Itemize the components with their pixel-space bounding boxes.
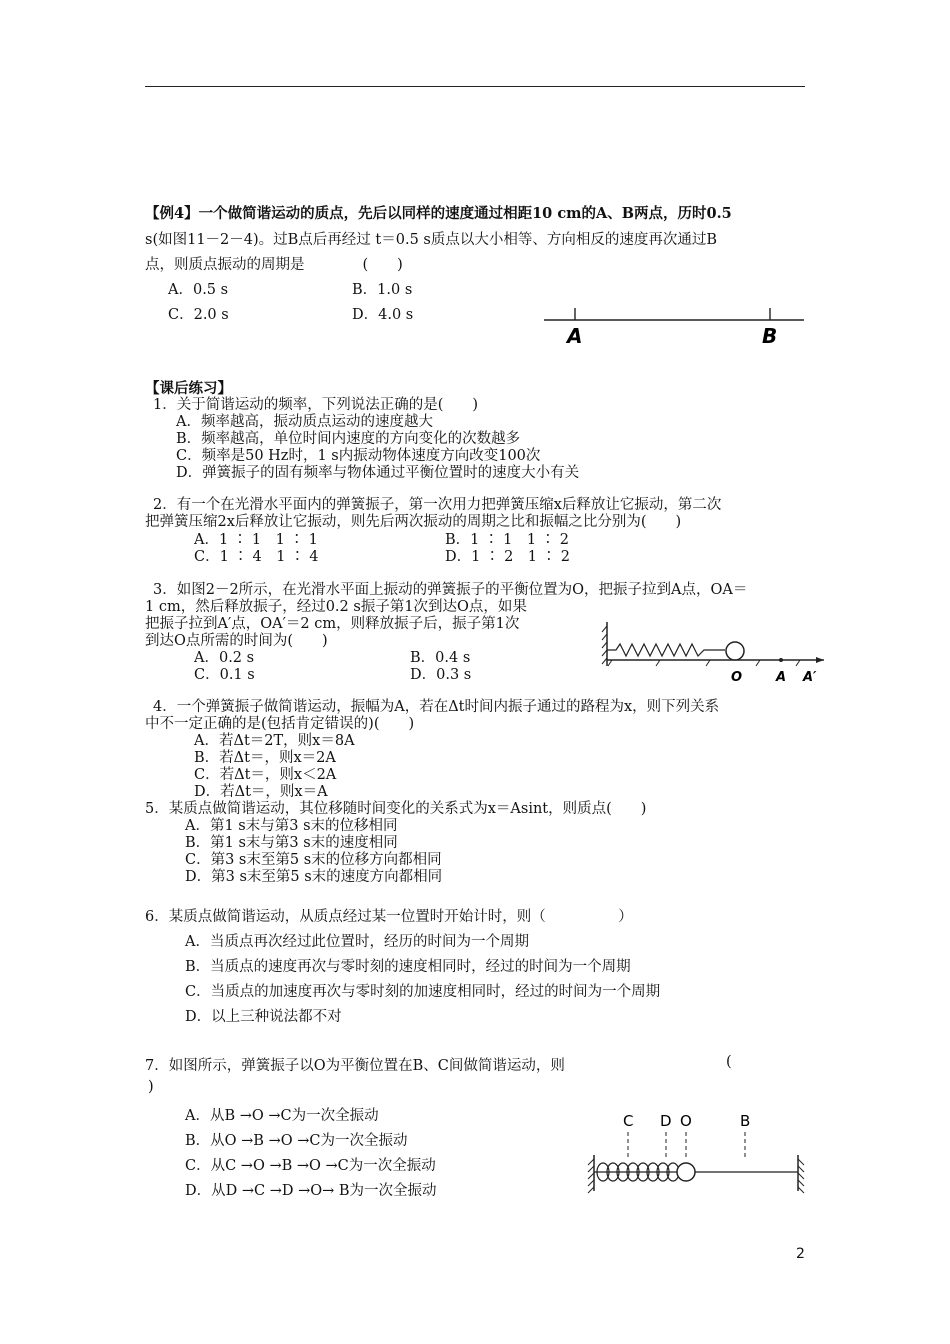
label-b: B: [762, 324, 778, 348]
q6-option-b: B．当质点的速度再次与零时刻的速度相同时，经过的时间为一个周期: [185, 959, 631, 975]
q4-option-d: D．若Δt＝，则x＝A: [194, 784, 328, 800]
q5-stem: 5．某质点做简谐运动，其位移随时间变化的关系式为x＝Asint，则质点( ): [145, 801, 647, 817]
example4-option-a: A．0.5 s: [168, 282, 229, 298]
q1-option-d: D．弹簧振子的固有频率与物体通过平衡位置时的速度大小有关: [176, 465, 580, 481]
q4-line2: 中不一定正确的是(包括肯定错误的)( ): [145, 716, 415, 732]
q3-option-d: D．0.3 s: [410, 667, 472, 683]
floor-hatch: [608, 660, 800, 666]
example4-option-b: B．1.0 s: [352, 282, 413, 298]
example4-option-c: C．2.0 s: [168, 307, 229, 323]
q2-line1: 2．有一个在光滑水平面内的弹簧振子，第一次用力把弹簧压缩x后释放让它振动，第二次: [153, 497, 722, 513]
example4-line2: s(如图11－2－4)。过B点后再经过 t＝0.5 s质点以大小相等、方向相反的速度再次通过B: [145, 232, 718, 248]
q3-line4: 到达O点所需的时间为( ): [145, 633, 328, 649]
point-a: [779, 658, 783, 662]
label-a: A: [776, 670, 787, 685]
q1-option-c: C．频率是50 Hz时，1 s内振动物体速度方向改变100次: [176, 448, 541, 464]
q7-option-c: C．从C →O →B →O →C为一次全振动: [185, 1158, 436, 1174]
exercise-header: 【课后练习】: [145, 380, 232, 397]
q5-option-d: D．第3 s末至第5 s末的速度方向都相同: [185, 869, 443, 885]
label-a: A: [567, 324, 583, 348]
label-b: B: [740, 1112, 751, 1130]
label-o: O: [680, 1112, 692, 1130]
q2-option-c: C．1 ∶ 4 1 ∶ 4: [194, 549, 319, 565]
q1-option-b: B．频率越高，单位时间内速度的方向变化的次数越多: [176, 431, 521, 447]
example4-line3: 点，则质点振动的周期是 ( ): [145, 257, 403, 273]
q6-stem: 6．某质点做简谐运动，从质点经过某一位置时开始计时，则（ ）: [145, 909, 633, 925]
q3-line1: 3．如图2－2所示，在光滑水平面上振动的弹簧振子的平衡位置为O，把振子拉到A点，OA＝: [153, 582, 748, 598]
q7-option-d: D．从D →C →D →O→ B为一次全振动: [185, 1183, 437, 1199]
q3-option-b: B．0.4 s: [410, 650, 471, 666]
q7-paren-close: ): [148, 1079, 154, 1095]
example4-line1: 【例4】一个做简谐运动的质点，先后以同样的速度通过相距10 cm的A、B两点，历时0.5: [145, 205, 732, 222]
q4-option-a: A．若Δt＝2T，则x＝8A: [194, 733, 355, 749]
q7-line1: 7．如图所示，弹簧振子以O为平衡位置在B、C间做简谐运动，则: [145, 1058, 565, 1074]
q6-option-c: C．当质点的加速度再次与零时刻的加速度相同时，经过的时间为一个周期: [185, 984, 661, 1000]
q3-option-a: A．0.2 s: [194, 650, 255, 666]
q4-option-c: C．若Δt＝，则x＜2A: [194, 767, 337, 783]
label-d: D: [660, 1112, 672, 1130]
left-wall-hatch: [588, 1159, 594, 1193]
q1-option-a: A．频率越高，振动质点运动的速度越大: [176, 414, 433, 430]
q5-option-a: A．第1 s末与第3 s末的位移相同: [185, 818, 398, 834]
q4-option-b: B．若Δt＝，则x＝2A: [194, 750, 336, 766]
label-a-prime: A′: [803, 670, 817, 685]
q2-option-b: B．1 ∶ 1 1 ∶ 2: [445, 532, 569, 548]
q3-line2: 1 cm，然后释放振子，经过0.2 s振子第1次到达O点，如果: [145, 599, 527, 615]
q2-option-a: A．1 ∶ 1 1 ∶ 1: [194, 532, 318, 548]
example4-option-d: D．4.0 s: [352, 307, 414, 323]
q7-figure: [580, 1105, 812, 1200]
q1-stem: 1．关于简谐运动的频率，下列说法正确的是( ): [153, 397, 479, 413]
spring: [607, 644, 725, 656]
q3-figure: [600, 618, 830, 688]
oscillator-ball: [677, 1163, 695, 1181]
header-rule: [145, 86, 805, 87]
q7-option-b: B．从O →B →O →C为一次全振动: [185, 1133, 408, 1149]
label-o: O: [731, 670, 743, 685]
page-number: 2: [796, 1246, 805, 1262]
q7-option-a: A．从B →O →C为一次全振动: [185, 1108, 379, 1124]
q2-line2: 把弹簧压缩2x后释放让它振动，则先后两次振动的周期之比和振幅之比分别为( ): [145, 514, 682, 530]
right-wall-hatch: [798, 1159, 804, 1193]
q4-line1: 4．一个弹簧振子做简谐运动，振幅为A，若在Δt时间内振子通过的路程为x，则下列关系: [153, 699, 720, 715]
example4-figure: [540, 300, 810, 350]
label-c: C: [623, 1112, 634, 1130]
q7-paren-open: (: [726, 1054, 732, 1070]
q5-option-b: B．第1 s末与第3 s末的速度相同: [185, 835, 398, 851]
q3-line3: 把振子拉到A′点，OA′＝2 cm，则释放振子后，振子第1次: [145, 616, 520, 632]
oscillator-ball: [726, 642, 744, 660]
q6-option-a: A．当质点再次经过此位置时，经历的时间为一个周期: [185, 934, 529, 950]
q5-option-c: C．第3 s末至第5 s末的位移方向都相同: [185, 852, 442, 868]
axis-arrow: [816, 657, 824, 663]
q2-option-d: D．1 ∶ 2 1 ∶ 2: [445, 549, 570, 565]
q6-option-d: D．以上三种说法都不对: [185, 1009, 342, 1025]
q3-option-c: C．0.1 s: [194, 667, 255, 683]
